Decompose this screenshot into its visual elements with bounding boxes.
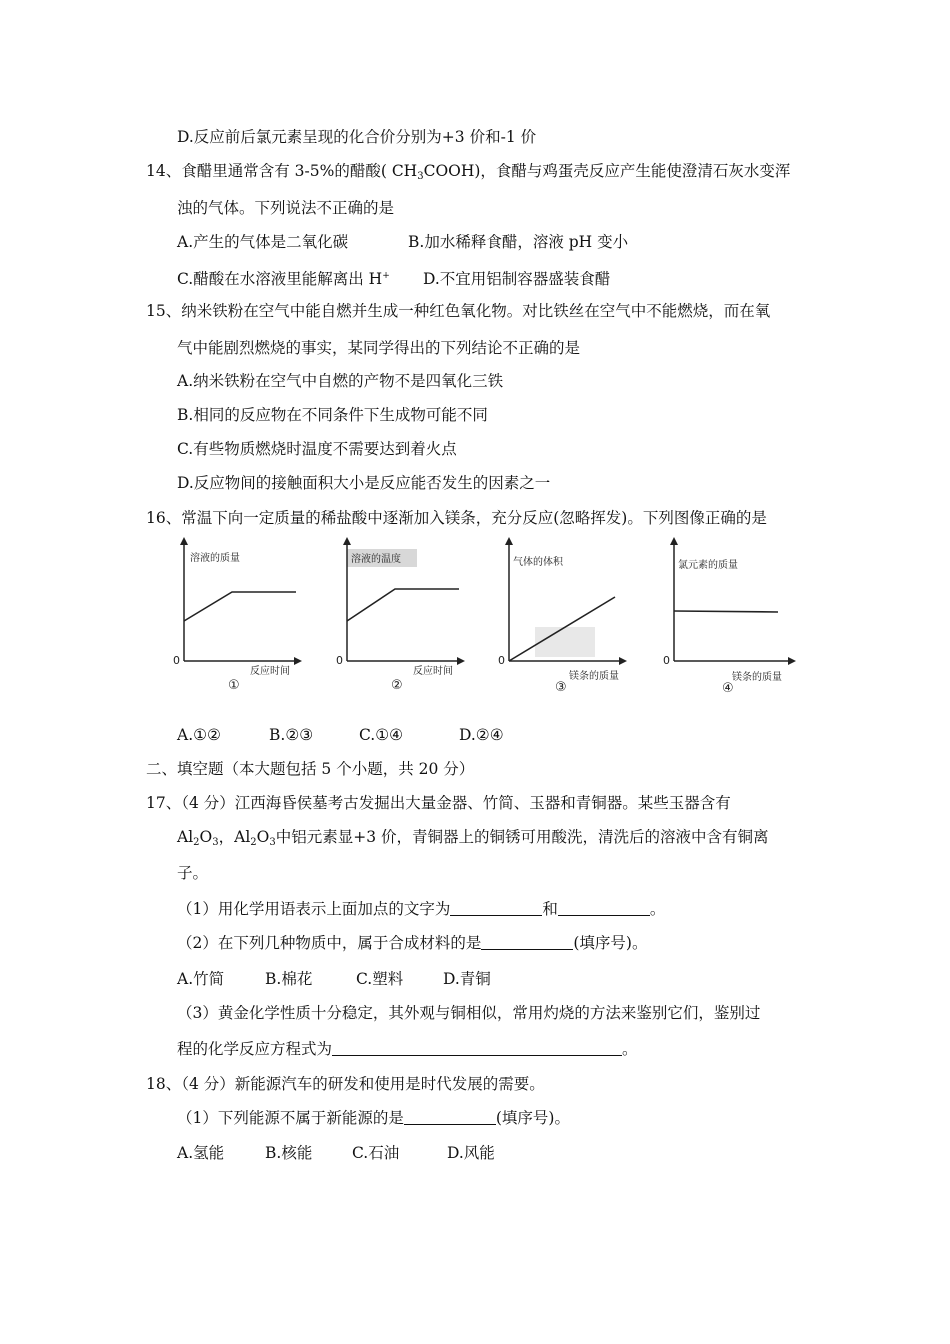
chart-2-x-arrow <box>457 657 465 665</box>
chart-4-origin: 0 <box>663 654 670 667</box>
q14-stem-b: COOH)，食醋与鸡蛋壳反应产生能使澄清石灰水变浑 <box>423 162 791 180</box>
q16-options <box>177 725 504 745</box>
q17-part2-end: (填序号)。 <box>573 934 648 952</box>
chart-3-number: ③ <box>555 680 567 695</box>
q17-part1-blank-1[interactable] <box>450 901 542 916</box>
q17-al-b: ，Al <box>218 828 251 846</box>
q17-stem-line3: 子。 <box>177 864 209 882</box>
chart-4-y-arrow <box>670 537 678 545</box>
q17-sub-2: 3 <box>212 837 219 848</box>
q16-option-d: D.②④ <box>459 726 504 744</box>
q15-stem-line2: 气中能剧烈燃烧的事实，某同学得出的下列结论不正确的是 <box>177 339 581 357</box>
q18-number: 18、 <box>146 1075 182 1093</box>
q17-part3-blank[interactable] <box>332 1041 622 1056</box>
chart-4-x-arrow <box>788 657 796 665</box>
q16-option-c: C.①④ <box>359 726 404 744</box>
q17-part2 <box>177 933 647 953</box>
section-2-title: 二、填空题（本大题包括 5 个小题，共 20 分） <box>146 760 475 778</box>
chart-1-number: ① <box>228 678 240 693</box>
chart-3-ylabel: 气体的体积 <box>513 557 563 568</box>
q17-sub-4: 3 <box>269 837 276 848</box>
q17-stem-b: 中铝元素显+3 价，青铜器上的铜锈可用酸洗，清洗后的溶液中含有铜离 <box>275 828 769 846</box>
chart-3-xlabel: 镁条的质量 <box>569 671 619 682</box>
q18-stem-text: （4 分）新能源汽车的研发和使用是时代发展的需要。 <box>181 1075 545 1093</box>
q14-option-c-sup: + <box>382 271 390 281</box>
q17-option-a: A.竹简 <box>177 970 225 988</box>
q14-number: 14、 <box>146 162 182 180</box>
chart-2-origin: 0 <box>336 654 343 667</box>
q15-option-b: B.相同的反应物在不同条件下生成物可能不同 <box>177 406 488 424</box>
q18-part1-end: (填序号)。 <box>495 1109 570 1127</box>
chart-4 <box>660 535 805 695</box>
chart-1-origin: 0 <box>173 654 180 667</box>
q18-option-c: C.石油 <box>352 1144 400 1162</box>
q17-part3-line1: （3）黄金化学性质十分稳定，其外观与铜相似，常用灼烧的方法来鉴别它们，鉴别过 <box>177 1004 761 1022</box>
q14-options-row1 <box>177 232 628 252</box>
q17-option-d: D.青铜 <box>443 970 491 988</box>
q16-stem <box>146 508 767 528</box>
chart-2-y-arrow <box>343 537 351 545</box>
q14-stem-line2: 浊的气体。下列说法不正确的是 <box>177 199 395 217</box>
chart-1 <box>170 535 310 695</box>
q15-stem-line1 <box>146 301 770 321</box>
q14-stem-line1 <box>146 161 790 187</box>
chart-1-x-arrow <box>294 657 302 665</box>
q17-option-c: C.塑料 <box>356 970 404 988</box>
q14-option-d: D.不宜用铝制容器盛装食醋 <box>423 270 611 288</box>
q16-stem-text: 常温下向一定质量的稀盐酸中逐渐加入镁条，充分反应(忽略挥发)。下列图像正确的是 <box>181 509 767 527</box>
q17-part1-text: （1）用化学用语表示上面加点的文字为 <box>177 900 451 918</box>
q17-part3-end: 。 <box>622 1040 638 1058</box>
chart-1-line <box>184 592 296 621</box>
q18-stem <box>146 1074 545 1094</box>
q17-stem-a: （4 分）江西海昏侯墓考古发掘出大量金器、竹简、玉器和青铜器。某些玉器含有 <box>181 794 731 812</box>
q16-option-a: A.①② <box>177 726 221 744</box>
chart-3-x-arrow <box>619 657 627 665</box>
chart-1-ylabel: 溶液的质量 <box>190 553 240 564</box>
q16-number: 16、 <box>146 509 182 527</box>
q17-part1-end: 。 <box>649 900 666 918</box>
q17-number: 17、 <box>146 794 182 812</box>
q17-part1-blank-2[interactable] <box>558 901 650 916</box>
q17-options <box>177 969 491 989</box>
q17-part1 <box>177 899 665 919</box>
q14-option-a: A.产生的气体是二氧化碳 <box>177 233 349 251</box>
q14-option-b: B.加水稀释食醋，溶液 pH 变小 <box>408 233 629 251</box>
q17-part3-text: 程的化学反应方程式为 <box>177 1040 333 1058</box>
q17-al-a: Al <box>177 828 194 846</box>
chart-1-xlabel: 反应时间 <box>250 666 290 677</box>
chart-3-origin: 0 <box>498 654 505 667</box>
chart-4-number: ④ <box>722 681 734 695</box>
q18-option-a: A.氢能 <box>177 1144 225 1162</box>
q17-part1-and: 和 <box>542 900 558 918</box>
q17-part2-blank[interactable] <box>481 935 573 950</box>
q18-part1 <box>177 1108 570 1128</box>
q17-part3-line2 <box>177 1039 638 1059</box>
chart-3-y-arrow <box>505 537 513 545</box>
q15-option-d: D.反应物间的接触面积大小是反应能否发生的因素之一 <box>177 474 551 492</box>
q17-o-a: O <box>199 828 213 846</box>
chart-3-shade <box>535 627 595 657</box>
chart-2-number: ② <box>391 678 403 693</box>
q14-option-c <box>177 266 423 289</box>
chart-3 <box>495 535 635 695</box>
q15-number: 15、 <box>146 302 182 320</box>
q15-option-c: C.有些物质燃烧时温度不需要达到着火点 <box>177 440 457 458</box>
q17-option-b: B.棉花 <box>265 970 313 988</box>
q17-stem-line1 <box>146 793 731 813</box>
q13-option-d: D.反应前后氯元素呈现的化合价分别为+3 价和-1 价 <box>177 128 537 146</box>
q17-sub-3: 2 <box>250 837 257 848</box>
q18-part1-blank[interactable] <box>404 1110 496 1125</box>
q18-option-d: D.风能 <box>447 1144 495 1162</box>
q17-sub-1: 2 <box>193 837 200 848</box>
q15-stem-a: 纳米铁粉在空气中能自燃并生成一种红色氧化物。对比铁丝在空气中不能燃烧，而在氧 <box>181 302 771 320</box>
q14-options-row2 <box>177 266 610 289</box>
q14-stem-a: 食醋里通常含有 3-5%的醋酸( CH <box>181 162 418 180</box>
q14-sub: 3 <box>417 171 424 182</box>
q18-part1-text: （1）下列能源不属于新能源的是 <box>177 1109 404 1127</box>
q18-options <box>177 1143 495 1163</box>
q14-option-c-text: C.醋酸在水溶液里能解离出 H <box>177 270 383 288</box>
chart-4-line <box>674 611 778 612</box>
q17-stem-line2 <box>177 827 769 853</box>
q18-option-b: B.核能 <box>265 1144 313 1162</box>
chart-2-ylabel: 溶液的温度 <box>351 554 401 565</box>
q15-option-a: A.纳米铁粉在空气中自燃的产物不是四氧化三铁 <box>177 372 504 390</box>
chart-2-xlabel: 反应时间 <box>413 666 453 677</box>
chart-1-y-arrow <box>180 537 188 545</box>
q17-o-b: O <box>256 828 270 846</box>
chart-4-xlabel: 镁条的质量 <box>732 672 782 683</box>
chart-2 <box>333 535 473 695</box>
q17-part2-text: （2）在下列几种物质中，属于合成材料的是 <box>177 934 482 952</box>
chart-4-ylabel: 氯元素的质量 <box>678 560 738 571</box>
q16-option-b: B.②③ <box>269 726 314 744</box>
chart-2-line <box>347 589 459 621</box>
